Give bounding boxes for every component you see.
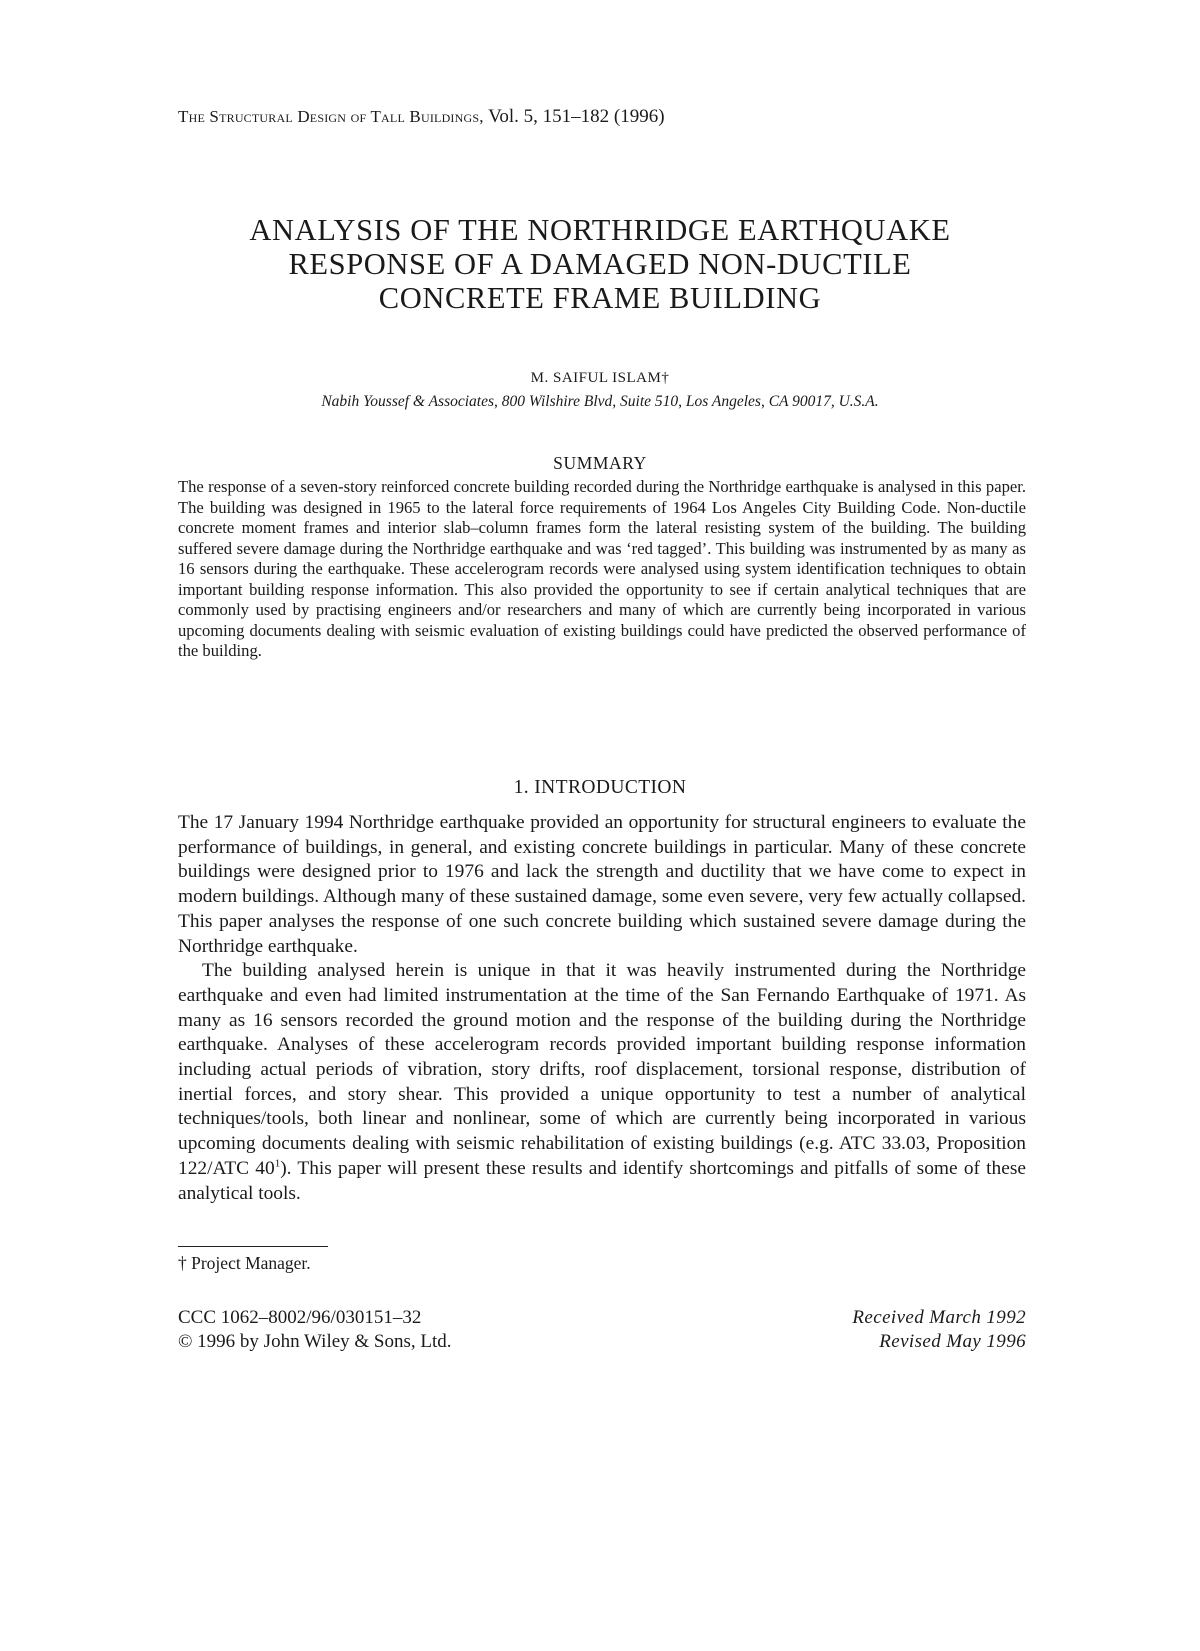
title-line: CONCRETE FRAME BUILDING xyxy=(378,281,822,315)
title-line: RESPONSE OF A DAMAGED NON-DUCTILE xyxy=(288,247,912,281)
submission-dates xyxy=(700,1306,1026,1354)
journal-name: The Structural Design of Tall Buildings, xyxy=(178,107,484,126)
affiliation: Nabih Youssef & Associates, 800 Wilshire Blvd, Suite 510, Los Angeles, CA 90017, U.S.A. xyxy=(321,393,879,410)
author-line xyxy=(0,370,1200,387)
ccc-code: CCC 1062–8002/96/030151–32 xyxy=(178,1307,422,1328)
introduction-heading: 1. INTRODUCTION xyxy=(513,777,687,798)
intro-paragraph xyxy=(178,959,1026,1206)
author-footnote-mark: † xyxy=(661,370,670,386)
publication-info xyxy=(178,1306,452,1354)
reference-superscript: 1 xyxy=(274,1157,281,1170)
summary-heading: SUMMARY xyxy=(553,453,647,473)
footnote xyxy=(178,1253,311,1274)
author-name: M. SAIFUL ISLAM xyxy=(530,370,662,386)
footnote-text: Project Manager. xyxy=(191,1253,311,1273)
copyright: © 1996 by John Wiley & Sons, Ltd. xyxy=(178,1331,452,1352)
running-head xyxy=(178,106,665,128)
summary-text: The response of a seven-story reinforced concrete building recorded during the Northridge earthquake is analysed in this paper. The building was designed in 1965 to the lateral force requirements of 1964 Los Angeles City Building Code. Non-ductile concrete moment frames and interior slab–column frames form the lateral resisting system of the building. The building suffered severe damage during the Northridge earthquake and was ‘red tagged’. This building was instrumented by as many as 16 sensors during the earthquake. These accelerogram records were analysed using system identification techniques to obtain important building response information. This also provided the opportunity to see if certain analytical techniques that are commonly used by practising engineers and/or researchers and many of which are currently being incorporated in various upcoming documents dealing with seismic evaluation of existing buildings could have predicted the observed performance of the building. xyxy=(178,477,1026,660)
revised-date: Revised May 1996 xyxy=(879,1331,1026,1352)
article-title xyxy=(150,213,1050,315)
received-date: Received March 1992 xyxy=(852,1307,1026,1328)
footnote-mark: † xyxy=(178,1253,187,1273)
footnote-rule xyxy=(178,1246,328,1247)
intro-text: ). This paper will present these results and identify shortcomings and pitfalls of some of these analytical tools. xyxy=(178,1157,1027,1204)
volume-info: Vol. 5, 151–182 (1996) xyxy=(488,106,665,127)
title-line: ANALYSIS OF THE NORTHRIDGE EARTHQUAKE xyxy=(249,213,951,247)
intro-text: The building analysed herein is unique in that it was heavily instrumented during the Northridge earthquake and even had limited instrumentation at the time of the San Fernando Earthquake of 1971. As many as 16 sensors recorded the ground motion and the response of the building during the Northridge earthquake. Analyses of these accelerogram records provided important building response information including actual periods of vibration, story drifts, roof displacement, torsional response, distribution of inertial forces, and story shear. This provided a unique opportunity to test a number of analytical techniques/tools, both linear and nonlinear, some of which are currently being incorporated in various upcoming documents dealing with seismic rehabilitation of existing buildings (e.g. ATC 33.03, Proposition 122/ATC 40 xyxy=(178,960,1026,1179)
intro-paragraph: The 17 January 1994 Northridge earthquake provided an opportunity for structural engineers to evaluate the performance of buildings, in general, and existing concrete buildings in particular. Many of these concrete buildings were designed prior to 1976 and lack the strength and ductility that we have come to expect in modern buildings. Although many of these sustained damage, some even severe, very few actually collapsed. This paper analyses the response of one such concrete building which sustained severe damage during the Northridge earthquake. xyxy=(178,812,1026,957)
introduction-body xyxy=(178,811,1026,1206)
